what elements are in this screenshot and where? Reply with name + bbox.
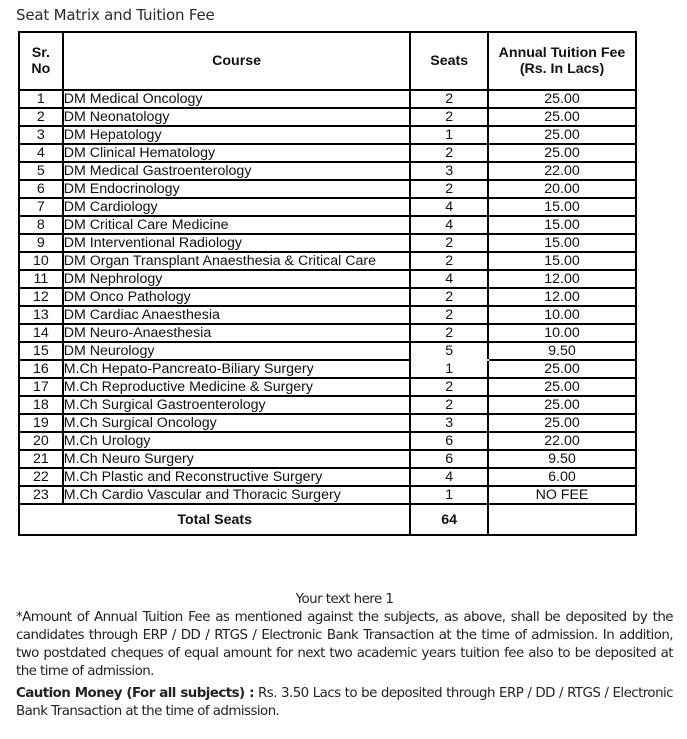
fee-cell: 15.00	[488, 216, 636, 234]
caution-money-text: Rs. 3.50 Lacs to be deposited through ERP / DD / RTGS / Electronic Bank Transaction at the time of admission.	[16, 686, 673, 719]
sr-cell: 19	[19, 414, 63, 432]
seats-cell: 2	[410, 108, 488, 126]
course-cell: M.Ch Hepato-Pancreato-Biliary Surgery	[63, 360, 411, 378]
table-row	[19, 216, 636, 234]
course-cell: DM Clinical Hematology	[63, 144, 411, 162]
sr-cell: 10	[19, 252, 63, 270]
header-sr-line2: No	[31, 61, 51, 77]
header-course: Course	[63, 32, 411, 90]
sr-cell: 11	[19, 270, 63, 288]
fee-cell: 25.00	[488, 144, 636, 162]
fee-cell: 15.00	[488, 252, 636, 270]
course-cell: M.Ch Plastic and Reconstructive Surgery	[63, 468, 411, 486]
seats-cell: 4	[410, 198, 488, 216]
total-row	[19, 504, 636, 535]
header-seats: Seats	[410, 32, 488, 90]
seats-cell: 2	[410, 144, 488, 162]
seats-cell: 6	[410, 450, 488, 468]
header-fee	[488, 32, 636, 90]
header-fee-line2: (Rs. In Lacs)	[519, 61, 605, 77]
caution-money-note	[16, 685, 673, 721]
course-cell: DM Neonatology	[63, 108, 411, 126]
sr-cell: 9	[19, 234, 63, 252]
seats-cell: 3	[410, 414, 488, 432]
seats-cell: 4	[410, 270, 488, 288]
header-sr-no	[19, 32, 63, 90]
table-header-row	[19, 32, 636, 90]
seats-cell: 4	[410, 468, 488, 486]
sr-cell: 16	[19, 360, 63, 378]
sr-cell: 14	[19, 324, 63, 342]
fee-cell: 9.50	[488, 342, 636, 360]
table-row	[19, 144, 636, 162]
seats-cell: 2	[410, 378, 488, 396]
course-cell: DM Neurology	[63, 342, 411, 360]
sr-cell: 13	[19, 306, 63, 324]
fee-cell: 12.00	[488, 270, 636, 288]
placeholder-overlay-text: Your text here 1	[295, 592, 394, 607]
fee-cell: 25.00	[488, 378, 636, 396]
seats-cell: 1	[410, 360, 488, 378]
course-cell: DM Cardiac Anaesthesia	[63, 306, 411, 324]
seats-cell: 1	[410, 486, 488, 504]
table-row	[19, 108, 636, 126]
table-row	[19, 126, 636, 144]
course-cell: DM Neuro-Anaesthesia	[63, 324, 411, 342]
caution-money-label: Caution Money (For all subjects) :	[16, 686, 254, 701]
sr-cell: 2	[19, 108, 63, 126]
table-row	[19, 162, 636, 180]
seats-cell: 2	[410, 324, 488, 342]
sr-cell: 23	[19, 486, 63, 504]
sr-cell: 3	[19, 126, 63, 144]
seats-cell: 1	[410, 126, 488, 144]
sr-cell: 21	[19, 450, 63, 468]
fee-cell: 10.00	[488, 306, 636, 324]
seats-cell: 4	[410, 216, 488, 234]
course-cell: DM Interventional Radiology	[63, 234, 411, 252]
sr-cell: 12	[19, 288, 63, 306]
course-cell: DM Cardiology	[63, 198, 411, 216]
total-seats: 64	[410, 504, 488, 535]
fee-cell: 6.00	[488, 468, 636, 486]
header-fee-line1: Annual Tuition Fee	[498, 45, 626, 61]
table-row	[19, 432, 636, 450]
table-row	[19, 450, 636, 468]
table-row	[19, 270, 636, 288]
header-sr-line1: Sr.	[31, 45, 50, 61]
fee-cell: 15.00	[488, 198, 636, 216]
table-row	[19, 180, 636, 198]
course-cell: M.Ch Surgical Gastroenterology	[63, 396, 411, 414]
total-fee	[488, 504, 636, 535]
fee-cell: 9.50	[488, 450, 636, 468]
table-row	[19, 288, 636, 306]
sr-cell: 18	[19, 396, 63, 414]
course-cell: M.Ch Reproductive Medicine & Surgery	[63, 378, 411, 396]
fee-note: *Amount of Annual Tuition Fee as mentioned against the subjects, as above, shall be deposited by the candidates through ERP / DD / RTGS / Electronic Bank Transaction at the time of admission. In addition, two postdated cheques of equal amount for next two academic years tuition fee also to be deposited at the time of admission.	[16, 610, 673, 679]
table-row	[19, 306, 636, 324]
sr-cell: 5	[19, 162, 63, 180]
table-row	[19, 252, 636, 270]
notes-section	[16, 591, 673, 721]
course-cell: M.Ch Cardio Vascular and Thoracic Surgery	[63, 486, 411, 504]
sr-cell: 1	[19, 90, 63, 108]
sr-cell: 4	[19, 144, 63, 162]
seats-cell: 2	[410, 288, 488, 306]
fee-cell: 25.00	[488, 126, 636, 144]
seats-cell: 2	[410, 252, 488, 270]
course-cell: DM Onco Pathology	[63, 288, 411, 306]
table-row	[19, 378, 636, 396]
course-cell: DM Nephrology	[63, 270, 411, 288]
fee-cell: 25.00	[488, 360, 636, 378]
course-cell: M.Ch Surgical Oncology	[63, 414, 411, 432]
table-row	[19, 360, 636, 378]
seats-cell: 2	[410, 180, 488, 198]
sr-cell: 15	[19, 342, 63, 360]
fee-cell: 12.00	[488, 288, 636, 306]
fee-cell: 25.00	[488, 396, 636, 414]
table-row	[19, 486, 636, 504]
seats-cell: 5	[410, 342, 488, 360]
sr-cell: 7	[19, 198, 63, 216]
sr-cell: 8	[19, 216, 63, 234]
course-cell: DM Medical Oncology	[63, 90, 411, 108]
fee-cell: 25.00	[488, 90, 636, 108]
page-title: Seat Matrix and Tuition Fee	[16, 6, 215, 24]
seats-cell: 2	[410, 396, 488, 414]
course-cell: DM Organ Transplant Anaesthesia & Critical Care	[63, 252, 411, 270]
seats-cell: 2	[410, 234, 488, 252]
table-row	[19, 234, 636, 252]
sr-cell: 17	[19, 378, 63, 396]
table-row	[19, 396, 636, 414]
table-row	[19, 324, 636, 342]
course-cell: DM Endocrinology	[63, 180, 411, 198]
fee-cell: 20.00	[488, 180, 636, 198]
table-row	[19, 198, 636, 216]
seats-cell: 3	[410, 162, 488, 180]
fee-cell: 25.00	[488, 414, 636, 432]
table-row	[19, 414, 636, 432]
seat-matrix-table	[18, 31, 637, 536]
sr-cell: 6	[19, 180, 63, 198]
table-row	[19, 468, 636, 486]
sr-cell: 22	[19, 468, 63, 486]
course-cell: DM Medical Gastroenterology	[63, 162, 411, 180]
course-cell: M.Ch Urology	[63, 432, 411, 450]
fee-cell: 22.00	[488, 162, 636, 180]
course-cell: M.Ch Neuro Surgery	[63, 450, 411, 468]
fee-cell: 15.00	[488, 234, 636, 252]
seats-cell: 2	[410, 90, 488, 108]
fee-cell: 22.00	[488, 432, 636, 450]
table-row	[19, 342, 636, 360]
total-label: Total Seats	[19, 504, 410, 535]
course-cell: DM Hepatology	[63, 126, 411, 144]
fee-cell: 10.00	[488, 324, 636, 342]
fee-cell: NO FEE	[488, 486, 636, 504]
course-cell: DM Critical Care Medicine	[63, 216, 411, 234]
seats-cell: 6	[410, 432, 488, 450]
fee-cell: 25.00	[488, 108, 636, 126]
sr-cell: 20	[19, 432, 63, 450]
seats-cell: 2	[410, 306, 488, 324]
table-row	[19, 90, 636, 108]
